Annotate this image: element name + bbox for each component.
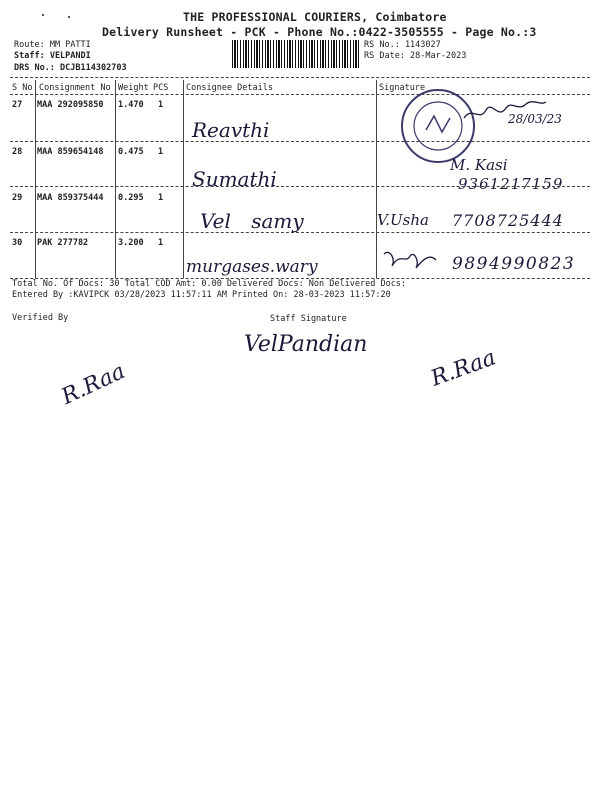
row-sno: 29 <box>12 193 23 203</box>
stamp-date-handwritten: 28/03/23 <box>508 112 562 126</box>
row-consignee-handwritten: murgases.wary <box>186 257 318 277</box>
row-pcs: 1 <box>158 193 164 203</box>
row-consignee-handwritten: Reavthi <box>192 118 270 142</box>
table-top-rule <box>10 77 590 78</box>
staff-signature-label: Staff Signature <box>270 314 347 324</box>
staff-signature-handwritten: VelPandian <box>244 332 368 357</box>
col-separator <box>115 80 116 278</box>
row-consignee-handwritten: Vel samy <box>200 209 304 233</box>
drs-number: DRS No.: DCJB114302703 <box>14 63 127 73</box>
rs-date: RS Date: 28-Mar-2023 <box>364 51 467 61</box>
row-pcs: 1 <box>158 147 164 157</box>
row-consignment: PAK 277782 <box>37 238 89 248</box>
col-header-consignee: Consignee Details <box>186 83 273 93</box>
route: Route: MM PATTI <box>14 40 91 50</box>
row-weight: 0.475 <box>118 147 144 157</box>
row-separator <box>10 186 590 187</box>
scan-speck <box>68 16 70 18</box>
scan-speck <box>42 14 44 16</box>
col-header-sno: S No <box>12 83 33 93</box>
row-consignee-handwritten: Sumathi <box>192 167 277 191</box>
runsheet-subtitle: Delivery Runsheet - PCK - Phone No.:0422-3505555 - Page No.:3 <box>102 25 537 39</box>
rs-number: RS No.: 1143027 <box>364 40 441 50</box>
row-separator <box>10 141 590 142</box>
col-separator <box>183 80 184 278</box>
verifier-signature-right: R.Raa <box>427 345 500 392</box>
row-weight: 1.470 <box>118 100 144 110</box>
row-sno: 27 <box>12 100 23 110</box>
row-pcs: 1 <box>158 238 164 248</box>
col-header-weight: Weight <box>118 83 149 93</box>
row-consignment: MAA 292095850 <box>37 100 104 110</box>
row-weight: 0.295 <box>118 193 144 203</box>
row-sno: 28 <box>12 147 23 157</box>
row-consignment: MAA 859375444 <box>37 193 104 203</box>
row-separator <box>10 232 590 233</box>
col-header-consignment: Consignment No <box>39 83 111 93</box>
row-phone-handwritten: 7708725444 <box>452 211 564 230</box>
company-title: THE PROFESSIONAL COURIERS, Coimbatore <box>183 10 447 24</box>
barcode <box>232 40 360 68</box>
verified-by-label: Verified By <box>12 313 69 323</box>
row-consignment: MAA 859654148 <box>37 147 104 157</box>
row-pcs: 1 <box>158 100 164 110</box>
staff: Staff: VELPANDI <box>14 51 91 61</box>
row-signature-handwritten: M. Kasi <box>450 156 508 174</box>
row-phone-handwritten: 9894990823 <box>452 254 576 274</box>
col-separator <box>35 80 36 278</box>
verifier-signature-left: R.Raa <box>57 359 130 410</box>
receiver-signature-scribble <box>380 246 440 274</box>
row-signature-handwritten: V.Usha <box>377 211 429 229</box>
entered-printed-line: Entered By :KAVIPCK 03/28/2023 11:57:11 AM Printed On: 28-03-2023 11:57:20 <box>12 290 391 300</box>
totals-line: Total No. Of Docs: 30 Total COD Amt: 0.00 Delivered Docs: Non Delivered Docs: <box>12 279 407 289</box>
row-phone-handwritten: 9361217159 <box>458 175 564 193</box>
row-weight: 3.200 <box>118 238 144 248</box>
col-separator <box>376 80 377 278</box>
row-sno: 30 <box>12 238 23 248</box>
col-header-signature: Signature <box>379 83 426 93</box>
col-header-pcs: PCS <box>153 83 169 93</box>
